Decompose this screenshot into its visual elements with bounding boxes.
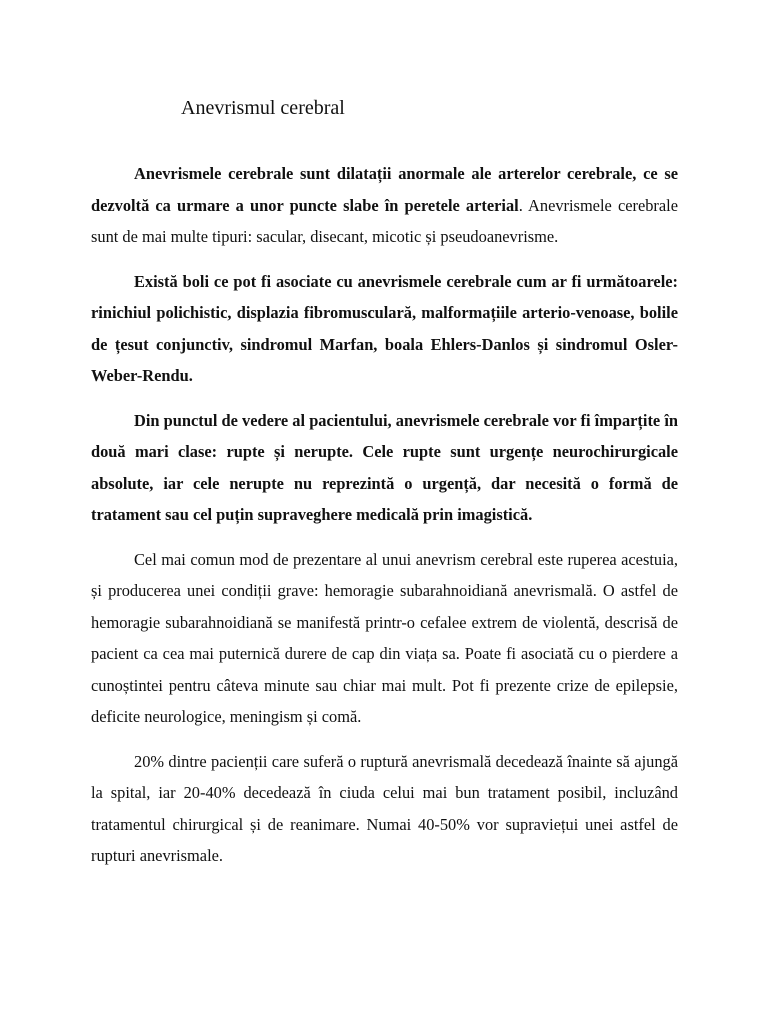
paragraph-4 bbox=[91, 544, 678, 733]
paragraph-1-bold-text: Anevrismele cerebrale sunt dilatații anormale ale arterelor cerebrale, ce se dezvoltă ca urmare a unor puncte slabe în peretele arterial bbox=[91, 164, 678, 215]
document-body bbox=[91, 158, 678, 885]
document-title: Anevrismul cerebral bbox=[181, 97, 345, 119]
paragraph-2 bbox=[91, 266, 678, 392]
paragraph-2-bold-text: Există boli ce pot fi asociate cu anevrismele cerebrale cum ar fi următoarele: rinichiul polichistic, displazia fibromusculară, malformațiile arterio-venoase, bolile de țesut conjunctiv, sindromul Marfan, boala Ehlers-Danlos și sindromul Osler-Weber-Rendu. bbox=[91, 271, 678, 385]
paragraph-5-text: 20% dintre pacienții care suferă o ruptură anevrismală decedează înainte să ajungă la spital, iar 20-40% decedează în ciuda celui mai bun tratament posibil, incluzând tratamentul chirurgical și de reanimare. Numai 40-50% vor supraviețui unei astfel de rupturi anevrismale. bbox=[91, 751, 678, 865]
paragraph-4-text: Cel mai comun mod de prezentare al unui anevrism cerebral este ruperea acestuia, și producerea unei condiții grave: hemoragie subarahnoidiană anevrismală. O astfel de hemoragie subarahnoidiană se manifestă printr-o cefalee extrem de violentă, descrisă de pacient ca cea mai puternică durere de cap din viața sa. Poate fi asociată cu o pierdere a cunoștintei pentru câteva minute sau chiar mai mult. Pot fi prezente crize de epilepsie, deficite neurologice, meningism și comă. bbox=[91, 549, 678, 726]
paragraph-1 bbox=[91, 158, 678, 253]
paragraph-3-bold-text: Din punctul de vedere al pacientului, anevrismele cerebrale vor fi împarțite în două mari clase: rupte și nerupte. Cele rupte sunt urgențe neurochirurgicale absolute, iar cele nerupte nu reprezintă o urgență, dar necesită o formă de tratament sau cel puțin supraveghere medicală prin imagistică. bbox=[91, 410, 678, 524]
paragraph-5 bbox=[91, 746, 678, 872]
paragraph-1-text: . Anevrismele cerebrale sunt de mai multe tipuri: sacular, disecant, micotic și pseudoanevrisme. bbox=[91, 195, 678, 246]
paragraph-3 bbox=[91, 405, 678, 531]
